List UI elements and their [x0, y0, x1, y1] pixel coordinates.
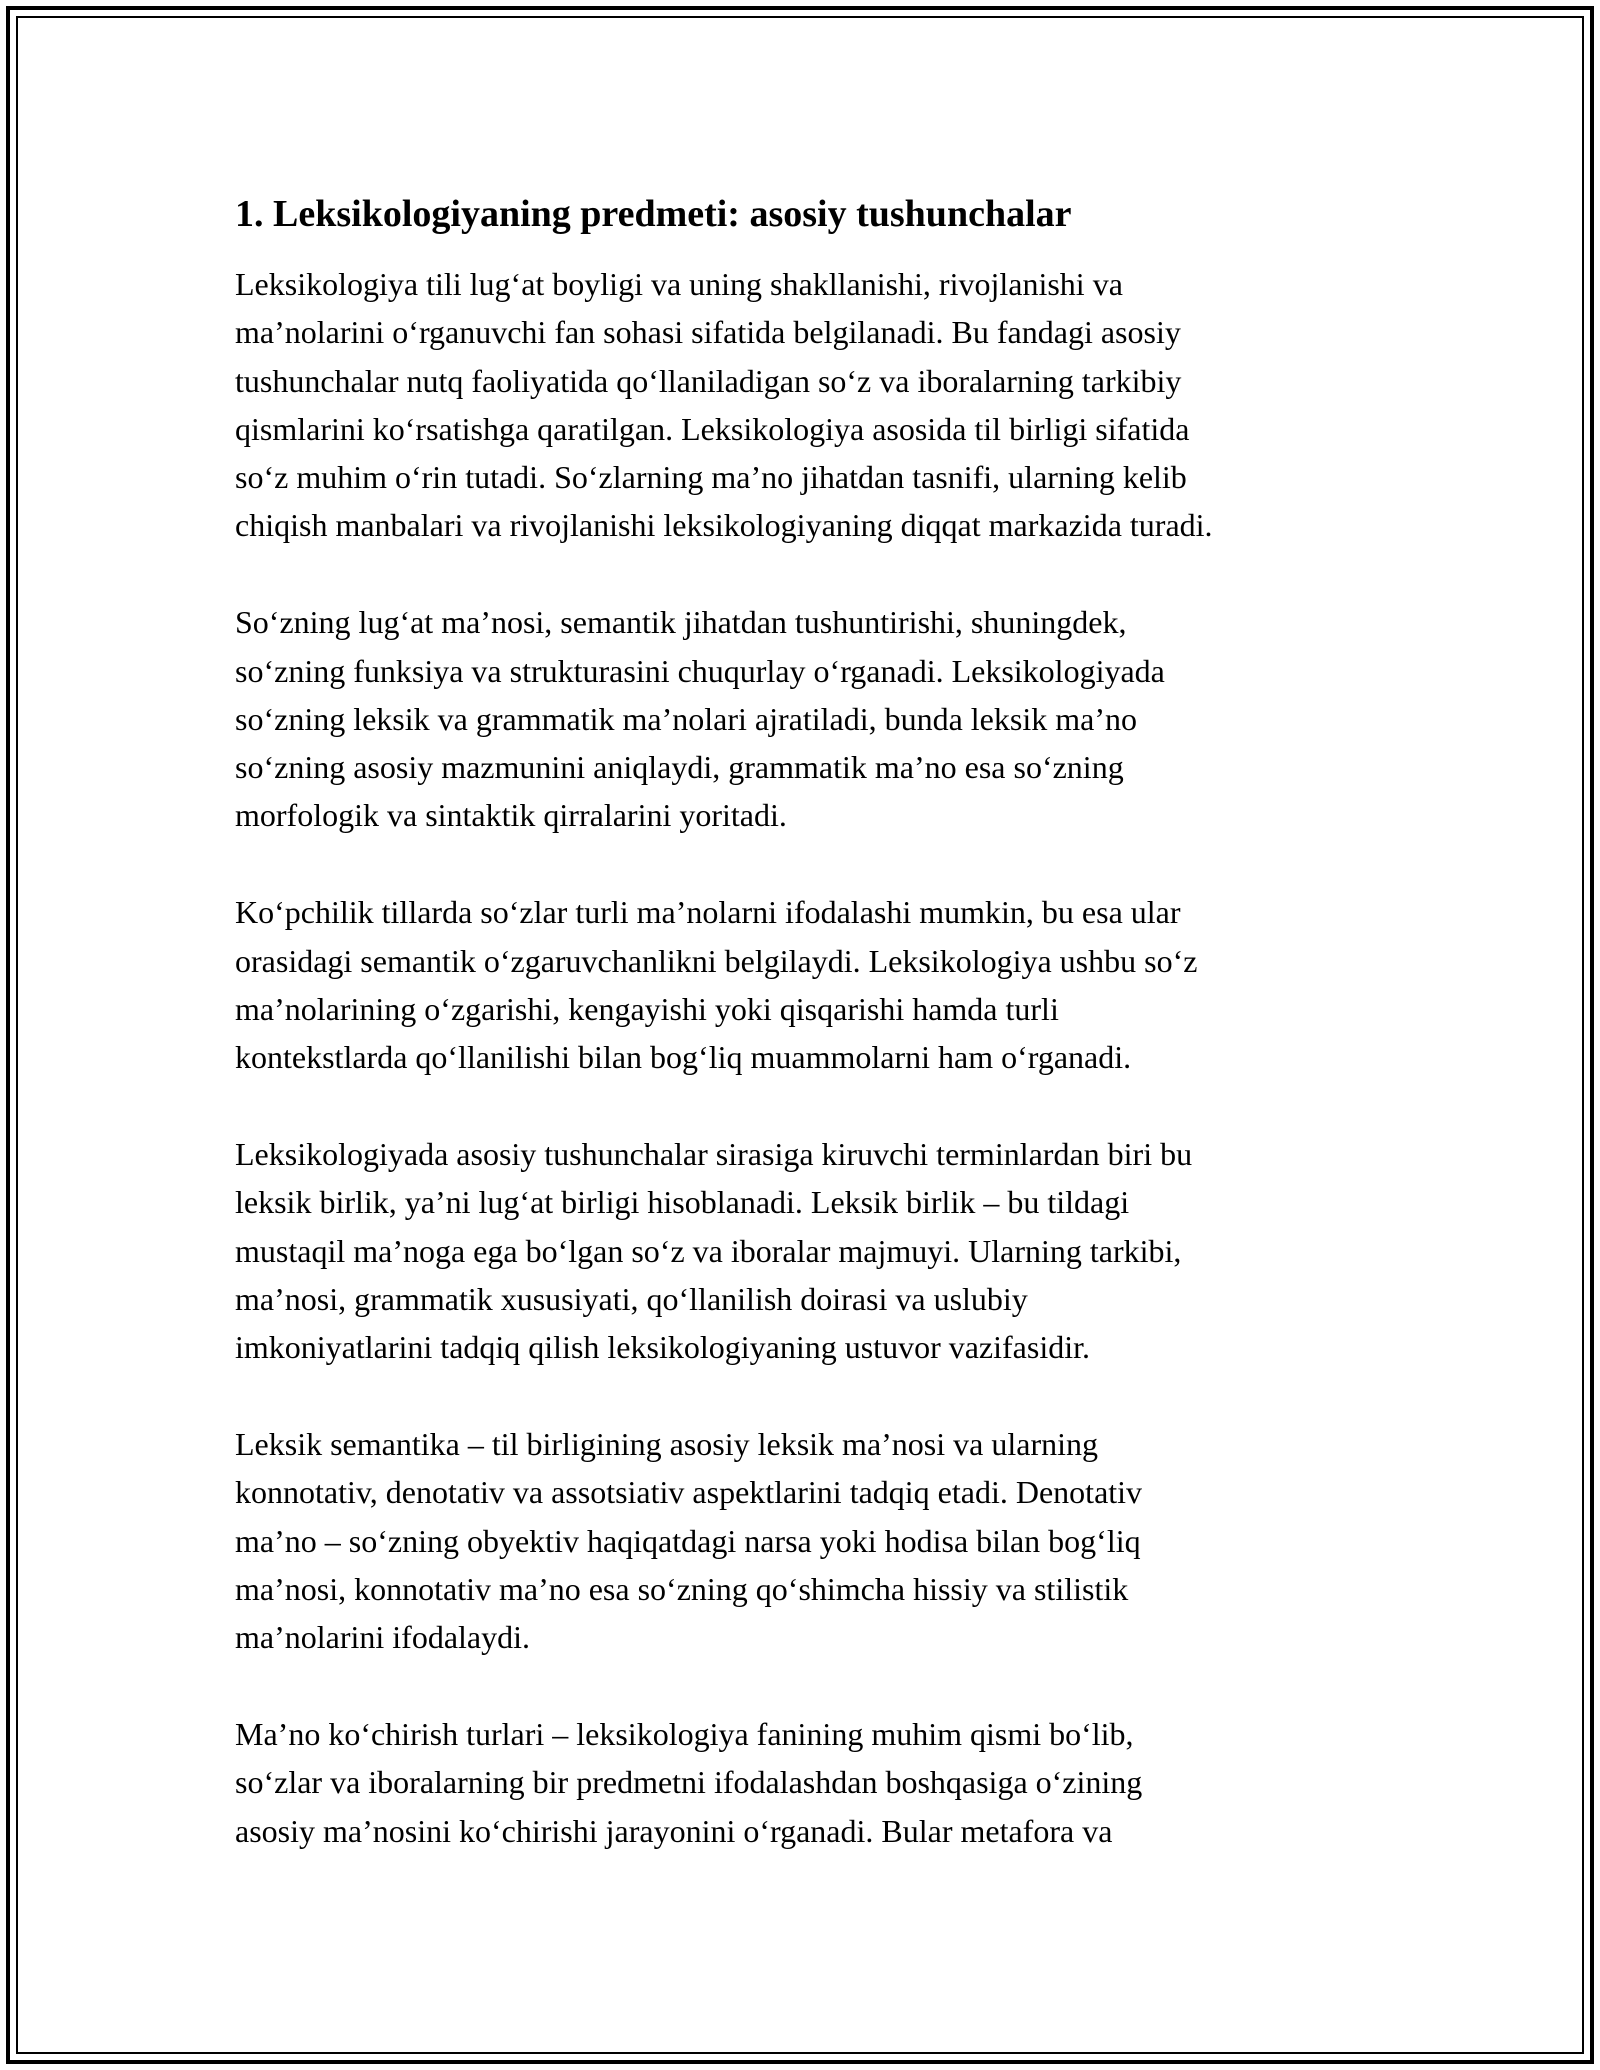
- text-line: orasidagi semantik o‘zgaruvchanlikni belgilaydi. Leksikologiya ushbu so‘z: [235, 942, 1198, 979]
- text-line: chiqish manbalari va rivojlanishi leksikologiyaning diqqat markazida turadi.: [235, 507, 1213, 544]
- text-line: Leksikologiyada asosiy tushunchalar sirasiga kiruvchi terminlardan biri bu: [235, 1135, 1193, 1172]
- text-line: qismlarini ko‘rsatishga qaratilgan. Leksikologiya asosida til birligi sifatida: [235, 410, 1190, 447]
- text-line: ma’nolarini o‘rganuvchi fan sohasi sifatida belgilanadi. Bu fandagi asosiy: [235, 314, 1181, 351]
- text-line: so‘zning leksik va grammatik ma’nolari ajratiladi, bunda leksik ma’no: [235, 700, 1137, 737]
- text-line: ma’nolarining o‘zgarishi, kengayishi yoki qisqarishi hamda turli: [235, 990, 1059, 1027]
- text-line: so‘zlar va iboralarning bir predmetni ifodalashdan boshqasiga o‘zining: [235, 1764, 1143, 1801]
- paragraph-5: [235, 1420, 1375, 1661]
- document-body: [235, 188, 1375, 1903]
- text-line: konnotativ, denotativ va assotsiativ aspektlarini tadqiq etadi. Denotativ: [235, 1474, 1143, 1511]
- paragraph-3: [235, 888, 1375, 1081]
- text-line: asosiy ma’nosini ko‘chirishi jarayonini o‘rganadi. Bular metafora va: [235, 1812, 1113, 1849]
- text-line: ma’nolarini ifodalaydi.: [235, 1619, 531, 1656]
- text-line: ma’nosi, konnotativ ma’no esa so‘zning qo‘shimcha hissiy va stilistik: [235, 1570, 1129, 1607]
- text-line: tushunchalar nutq faoliyatida qo‘llaniladigan so‘z va iboralarning tarkibiy: [235, 362, 1182, 399]
- text-line: ma’no – so‘zning obyektiv haqiqatdagi narsa yoki hodisa bilan bog‘liq: [235, 1522, 1141, 1559]
- text-line: Ma’no ko‘chirish turlari – leksikologiya fanining muhim qismi bo‘lib,: [235, 1715, 1134, 1752]
- section-title: 1. Leksikologiyaning predmeti: asosiy tushunchalar: [235, 193, 1072, 235]
- text-line: ma’nosi, grammatik xususiyati, qo‘llanilish doirasi va uslubiy: [235, 1280, 1028, 1317]
- text-line: leksik birlik, ya’ni lug‘at birligi hisoblanadi. Leksik birlik – bu tildagi: [235, 1184, 1130, 1221]
- text-line: So‘zning lug‘at ma’nosi, semantik jihatdan tushuntirishi, shuningdek,: [235, 604, 1127, 641]
- paragraph-4: [235, 1130, 1375, 1371]
- text-line: Leksik semantika – til birligining asosiy leksik ma’nosi va ularning: [235, 1425, 1098, 1462]
- text-line: Ko‘pchilik tillarda so‘zlar turli ma’nolarni ifodalashi mumkin, bu esa ular: [235, 894, 1181, 931]
- text-line: so‘zning funksiya va strukturasini chuqurlay o‘rganadi. Leksikologiyada: [235, 652, 1165, 689]
- text-line: mustaqil ma’noga ega bo‘lgan so‘z va iboralar majmuyi. Ularning tarkibi,: [235, 1232, 1182, 1269]
- text-line: Leksikologiya tili lug‘at boyligi va uning shakllanishi, rivojlanishi va: [235, 266, 1123, 302]
- text-line: morfologik va sintaktik qirralarini yoritadi.: [235, 797, 787, 834]
- text-line: so‘zning asosiy mazmunini aniqlaydi, grammatik ma’no esa so‘zning: [235, 749, 1124, 786]
- paragraph-1: [235, 260, 1375, 550]
- text-line: so‘z muhim o‘rin tutadi. So‘zlarning ma’no jihatdan tasnifi, ularning kelib: [235, 459, 1187, 496]
- paragraph-2: [235, 598, 1375, 839]
- paragraph-6: [235, 1710, 1375, 1855]
- text-line: kontekstlarda qo‘llanilishi bilan bog‘liq muammolarni ham o‘rganadi.: [235, 1039, 1132, 1076]
- text-line: imkoniyatlarini tadqiq qilish leksikologiyaning ustuvor vazifasidir.: [235, 1329, 1090, 1366]
